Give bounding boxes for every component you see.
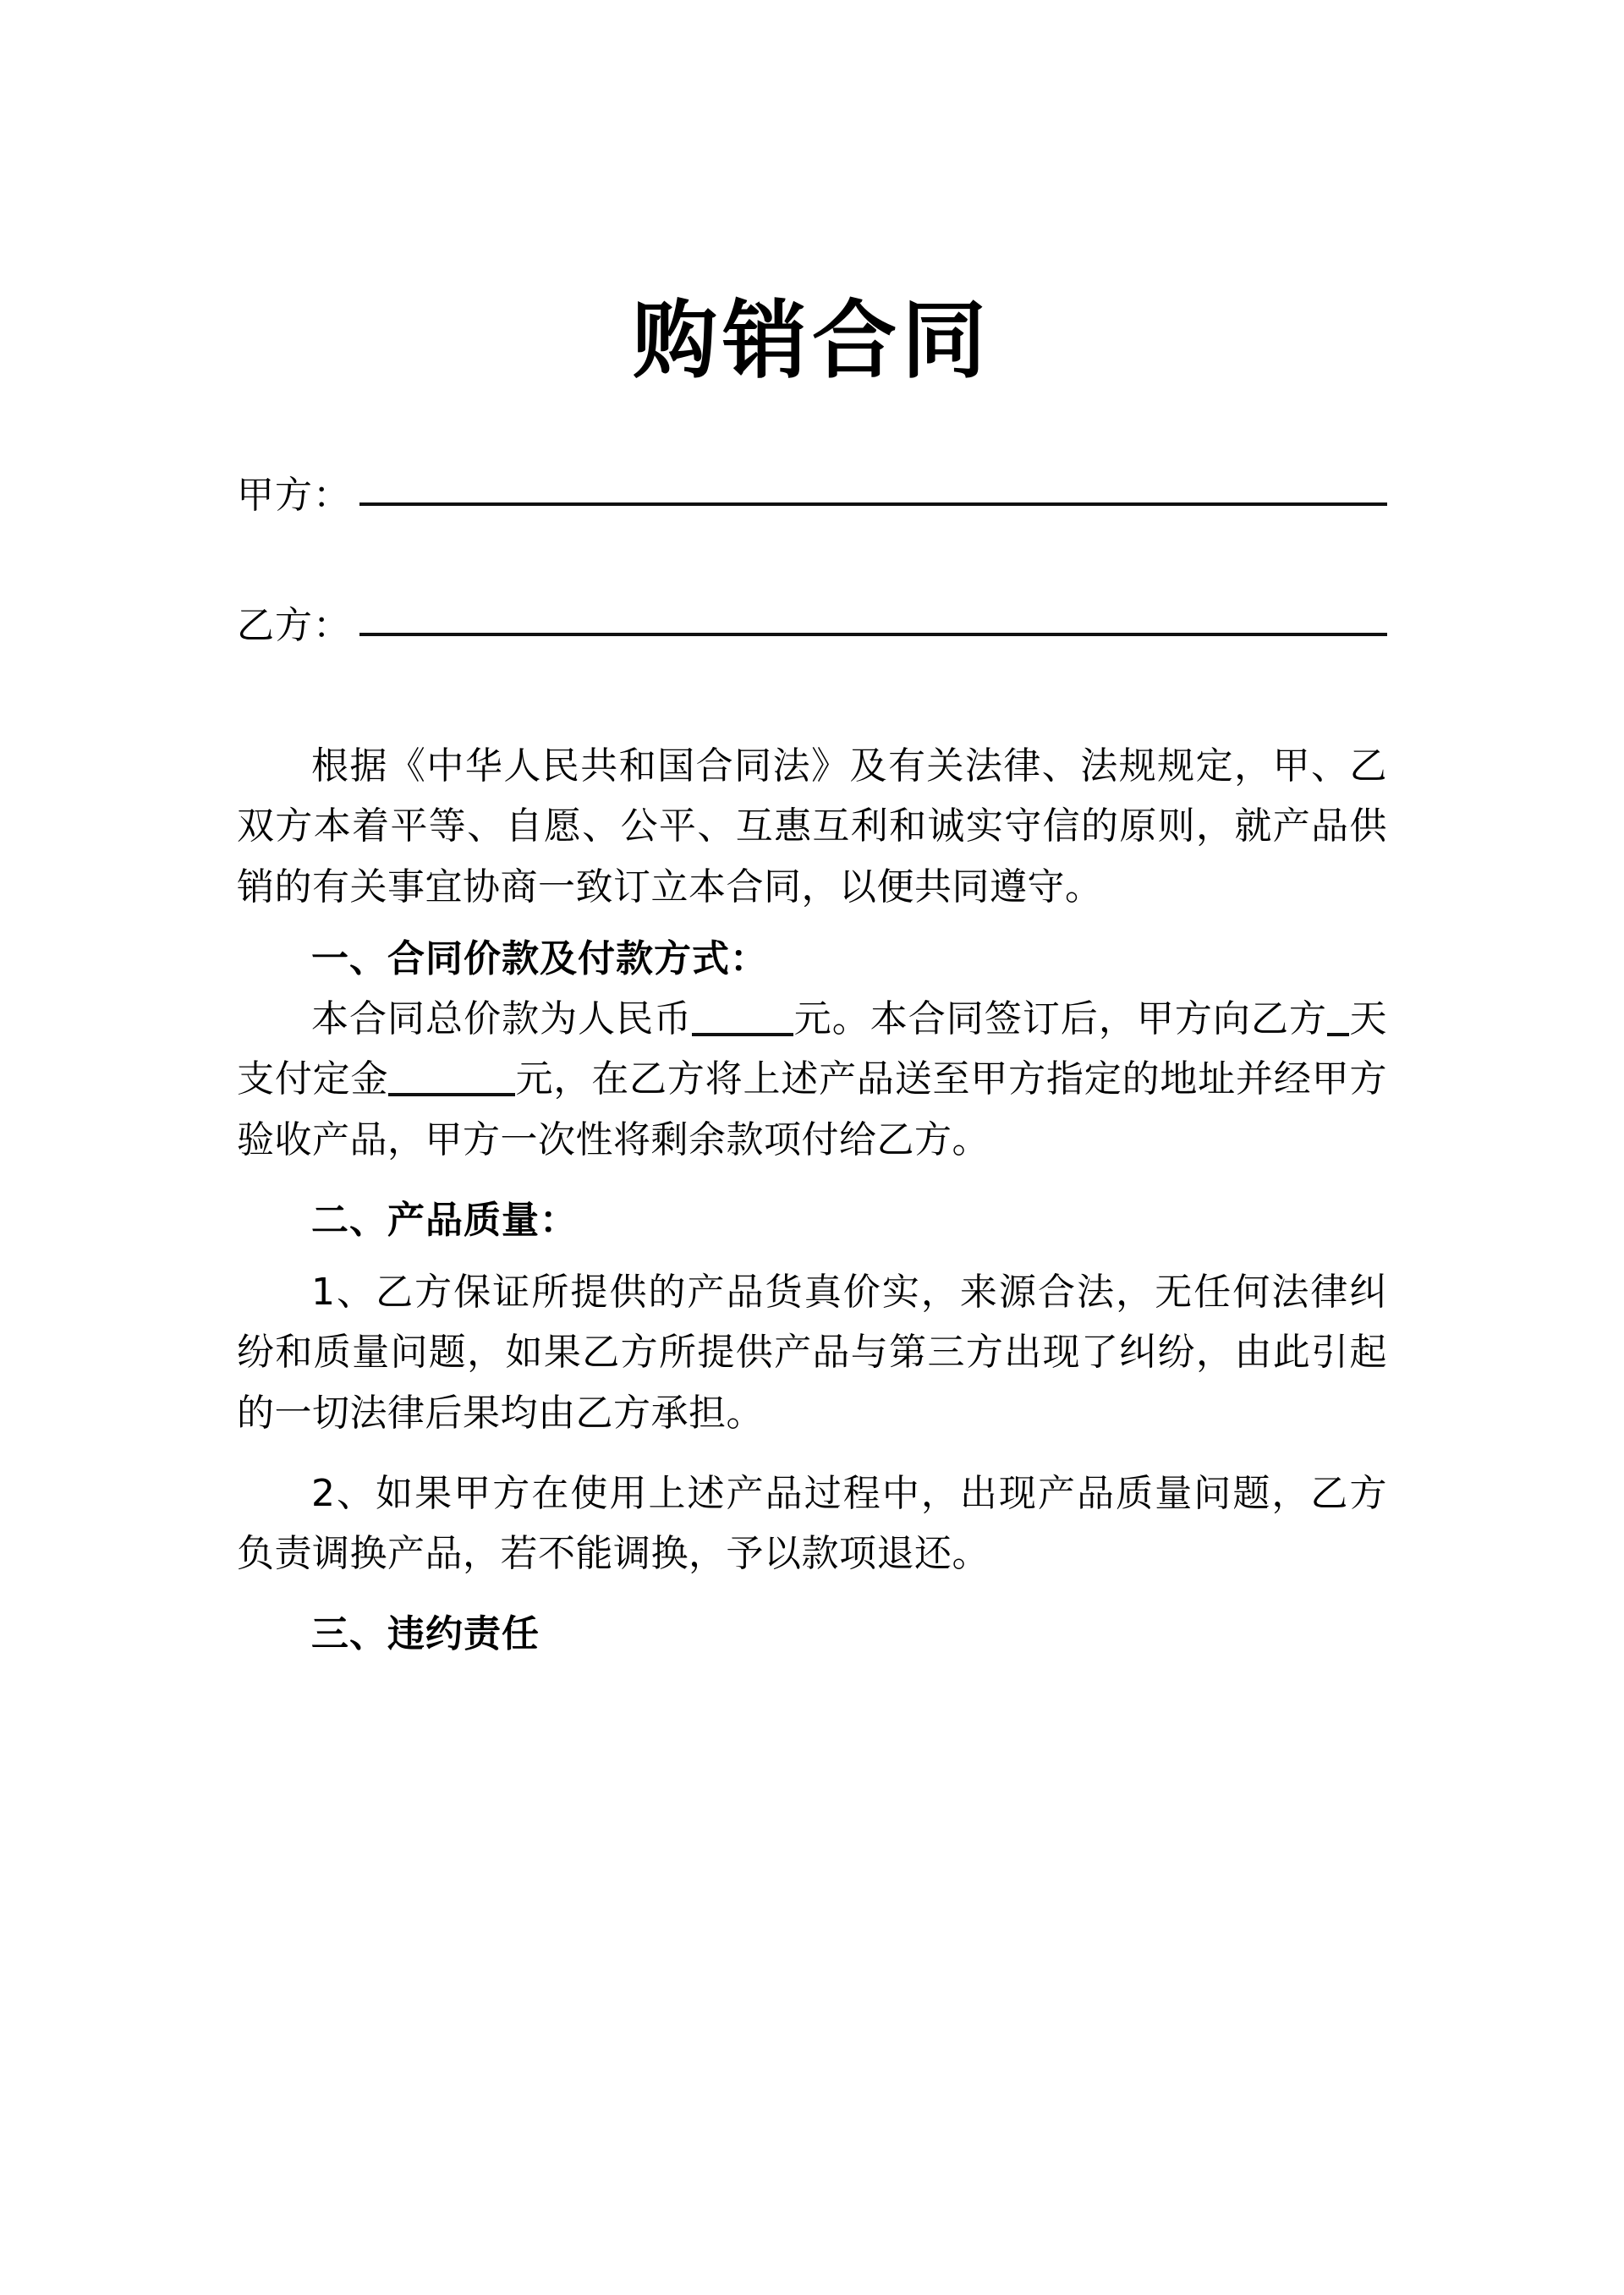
party-fields (237, 475, 1387, 645)
section-1-paragraph (237, 989, 1387, 1170)
document-body (237, 736, 1387, 1665)
price-text-part-3: 天支付定金 (237, 997, 1388, 1101)
party-b-blank-line[interactable] (359, 604, 1387, 636)
page-title: 购销合同 (633, 290, 991, 390)
party-row-first (237, 474, 1387, 517)
party-a-blank-line[interactable] (359, 474, 1387, 506)
total-price-blank[interactable] (692, 1007, 793, 1036)
preamble-paragraph: 根据《中华人民共和国合同法》及有关法律、法规规定，甲、乙双方本着平等、自愿、公平、互惠互利和诚实守信的原则，就产品供销的有关事宜协商一致订立本合同，以便共同遵守。 (237, 744, 1387, 909)
price-text-part-4: 元，在乙方将上述产品送至甲方指定的地址并经甲方验收产品，甲方一次性将剩余款项付给乙方。 (237, 1057, 1388, 1161)
price-text-part-2: 元。本合同签订后，甲方向乙方 (793, 997, 1327, 1041)
section-2-item-1: 1、乙方保证所提供的产品货真价实，来源合法，无任何法律纠纷和质量问题，如果乙方所提供产品与第三方出现了纠纷，由此引起的一切法律后果均由乙方承担。 (237, 1271, 1387, 1435)
section-heading-3: 三、违约责任 (311, 1612, 540, 1656)
section-heading-2: 二、产品质量： (311, 1198, 578, 1242)
price-text-part-1: 本合同总价款为人民币 (311, 997, 693, 1041)
party-b-label: 乙方： (237, 604, 351, 647)
section-heading-1: 一、合同价款及付款方式： (311, 936, 768, 980)
party-a-label: 甲方： (237, 474, 351, 517)
days-blank[interactable] (1327, 1007, 1349, 1036)
section-2-item-2: 2、如果甲方在使用上述产品过程中，出现产品质量问题，乙方负责调换产品，若不能调换，予以款项退还。 (237, 1471, 1387, 1576)
party-row-second (237, 606, 1387, 645)
deposit-blank[interactable] (388, 1068, 515, 1096)
